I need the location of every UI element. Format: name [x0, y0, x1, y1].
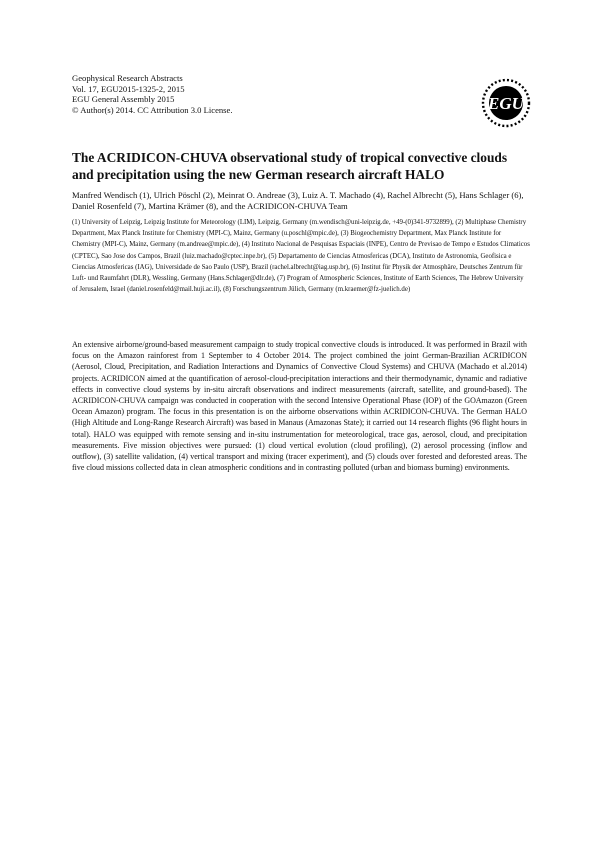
egu-logo-icon — [480, 77, 532, 129]
author-list: Manfred Wendisch (1), Ulrich Pöschl (2), Meinrat O. Andreae (3), Luiz A. T. Machado (4), Rachel Albrecht (5), Hans Schlager (6), Daniel Rosenfeld (7), Martina Krämer (8), and the ACRIDICON-CHUVA Team — [72, 190, 524, 212]
assembly-info: EGU General Assembly 2015 — [72, 94, 175, 105]
journal-name: Geophysical Research Abstracts — [72, 73, 183, 83]
document-header — [72, 73, 233, 115]
license-info: © Author(s) 2014. CC Attribution 3.0 License. — [72, 104, 233, 115]
logo-text: EGU — [488, 94, 524, 113]
abstract-text: An extensive airborne/ground-based measurement campaign to study tropical convective clouds is introduced. It was performed in Brazil with focus on the Amazon rainforest from 1 September to 4 October 2014. The project combined the joint German-Brazilian ACRIDICON (Aerosol, Cloud, Precipitation, and Radiation Interactions and Dynamics of Convective Cloud Systems) and CHUVA (Machado et al.2014) projects. ACRIDICON aimed at the quantification of aerosol-cloud-precipitation interactions and their thermodynamic, dynamic and radiative effects in convective cloud systems by in-situ aircraft observations and indirect measurements (aircraft, satellite, and ground-based). The ACRIDICON-CHUVA campaign was conducted in cooperation with the second Intensive Operational Phase (IOP) of the GOAmazon (Green Ocean Amazon) program. The focus in this presentation is on the airborne observations within ACRIDICON-CHUVA. The German HALO (High Altitude and Long-Range Research Aircraft) was based in Manaus (Amazonas State); it carried out 14 research flights (96 flight hours in total). HALO was equipped with remote sensing and in-situ instrumentation for meteorological, trace gas, aerosol, cloud, and precipitation measurements. Five mission objectives were pursued: (1) cloud vertical evolution (cloud profiling), (2) aerosol processing (inflow and outflow), (3) satellite validation, (4) vertical transport and mixing (tracer experiment), and (5) clouds over forested and deforested areas. The five cloud missions collected data in clean atmospheric conditions and in contrasting polluted (urban and biomass burning) environments. — [72, 340, 527, 473]
affiliation-list: (1) University of Leipzig, Leipzig Institute for Meteorology (LIM), Leipzig, Germany (m.wendisch@uni-leipzig.de, +49-(0)341-9732899), (2) Multiphase Chemistry Department, Max Planck Institute for Chemistry (MPI-C), Mainz, Germany (u.poschl@mpic.de), (3) Biogeochemistry Department, Max Planck Institute for Chemistry (MPI-C), Mainz, Germany (m.andreae@mpic.de), (4) Instituto Nacional de Pesquisas Espaciais (INPE), Centro de Previsao de Tempo e Estudos Climaticos (CPTEC), Sao Jose dos Campos, Brazil (luiz.machado@cptec.inpe.br), (5) Departamento de Ciencias Atmosfericas (DCA), Instituto de Astronomia, Geofisica e Ciencias Atmosfericas (IAG), Universidade de Sao Paulo (USP), Brazil (rachel.albrecht@iag.usp.br), (6) Institut für Physik der Atmosphäre, Deutsches Zentrum für Luft- und Raumfahrt (DLR), Wessling, Germany (Hans.Schlager@dlr.de), (7) Program of Atmospheric Sciences, Institute of Earth Sciences, The Hebrew University of Jerusalem, Israel (daniel.rosenfeld@mail.huji.ac.il), (8) Forschungszentrum Jülich, Germany (m.kraemer@fz-juelich.de) — [72, 219, 530, 294]
paper-title: The ACRIDICON-CHUVA observational study of tropical convective clouds and precipitation using the new German research aircraft HALO — [72, 150, 508, 182]
volume-info: Vol. 17, EGU2015-1325-2, 2015 — [72, 83, 185, 94]
